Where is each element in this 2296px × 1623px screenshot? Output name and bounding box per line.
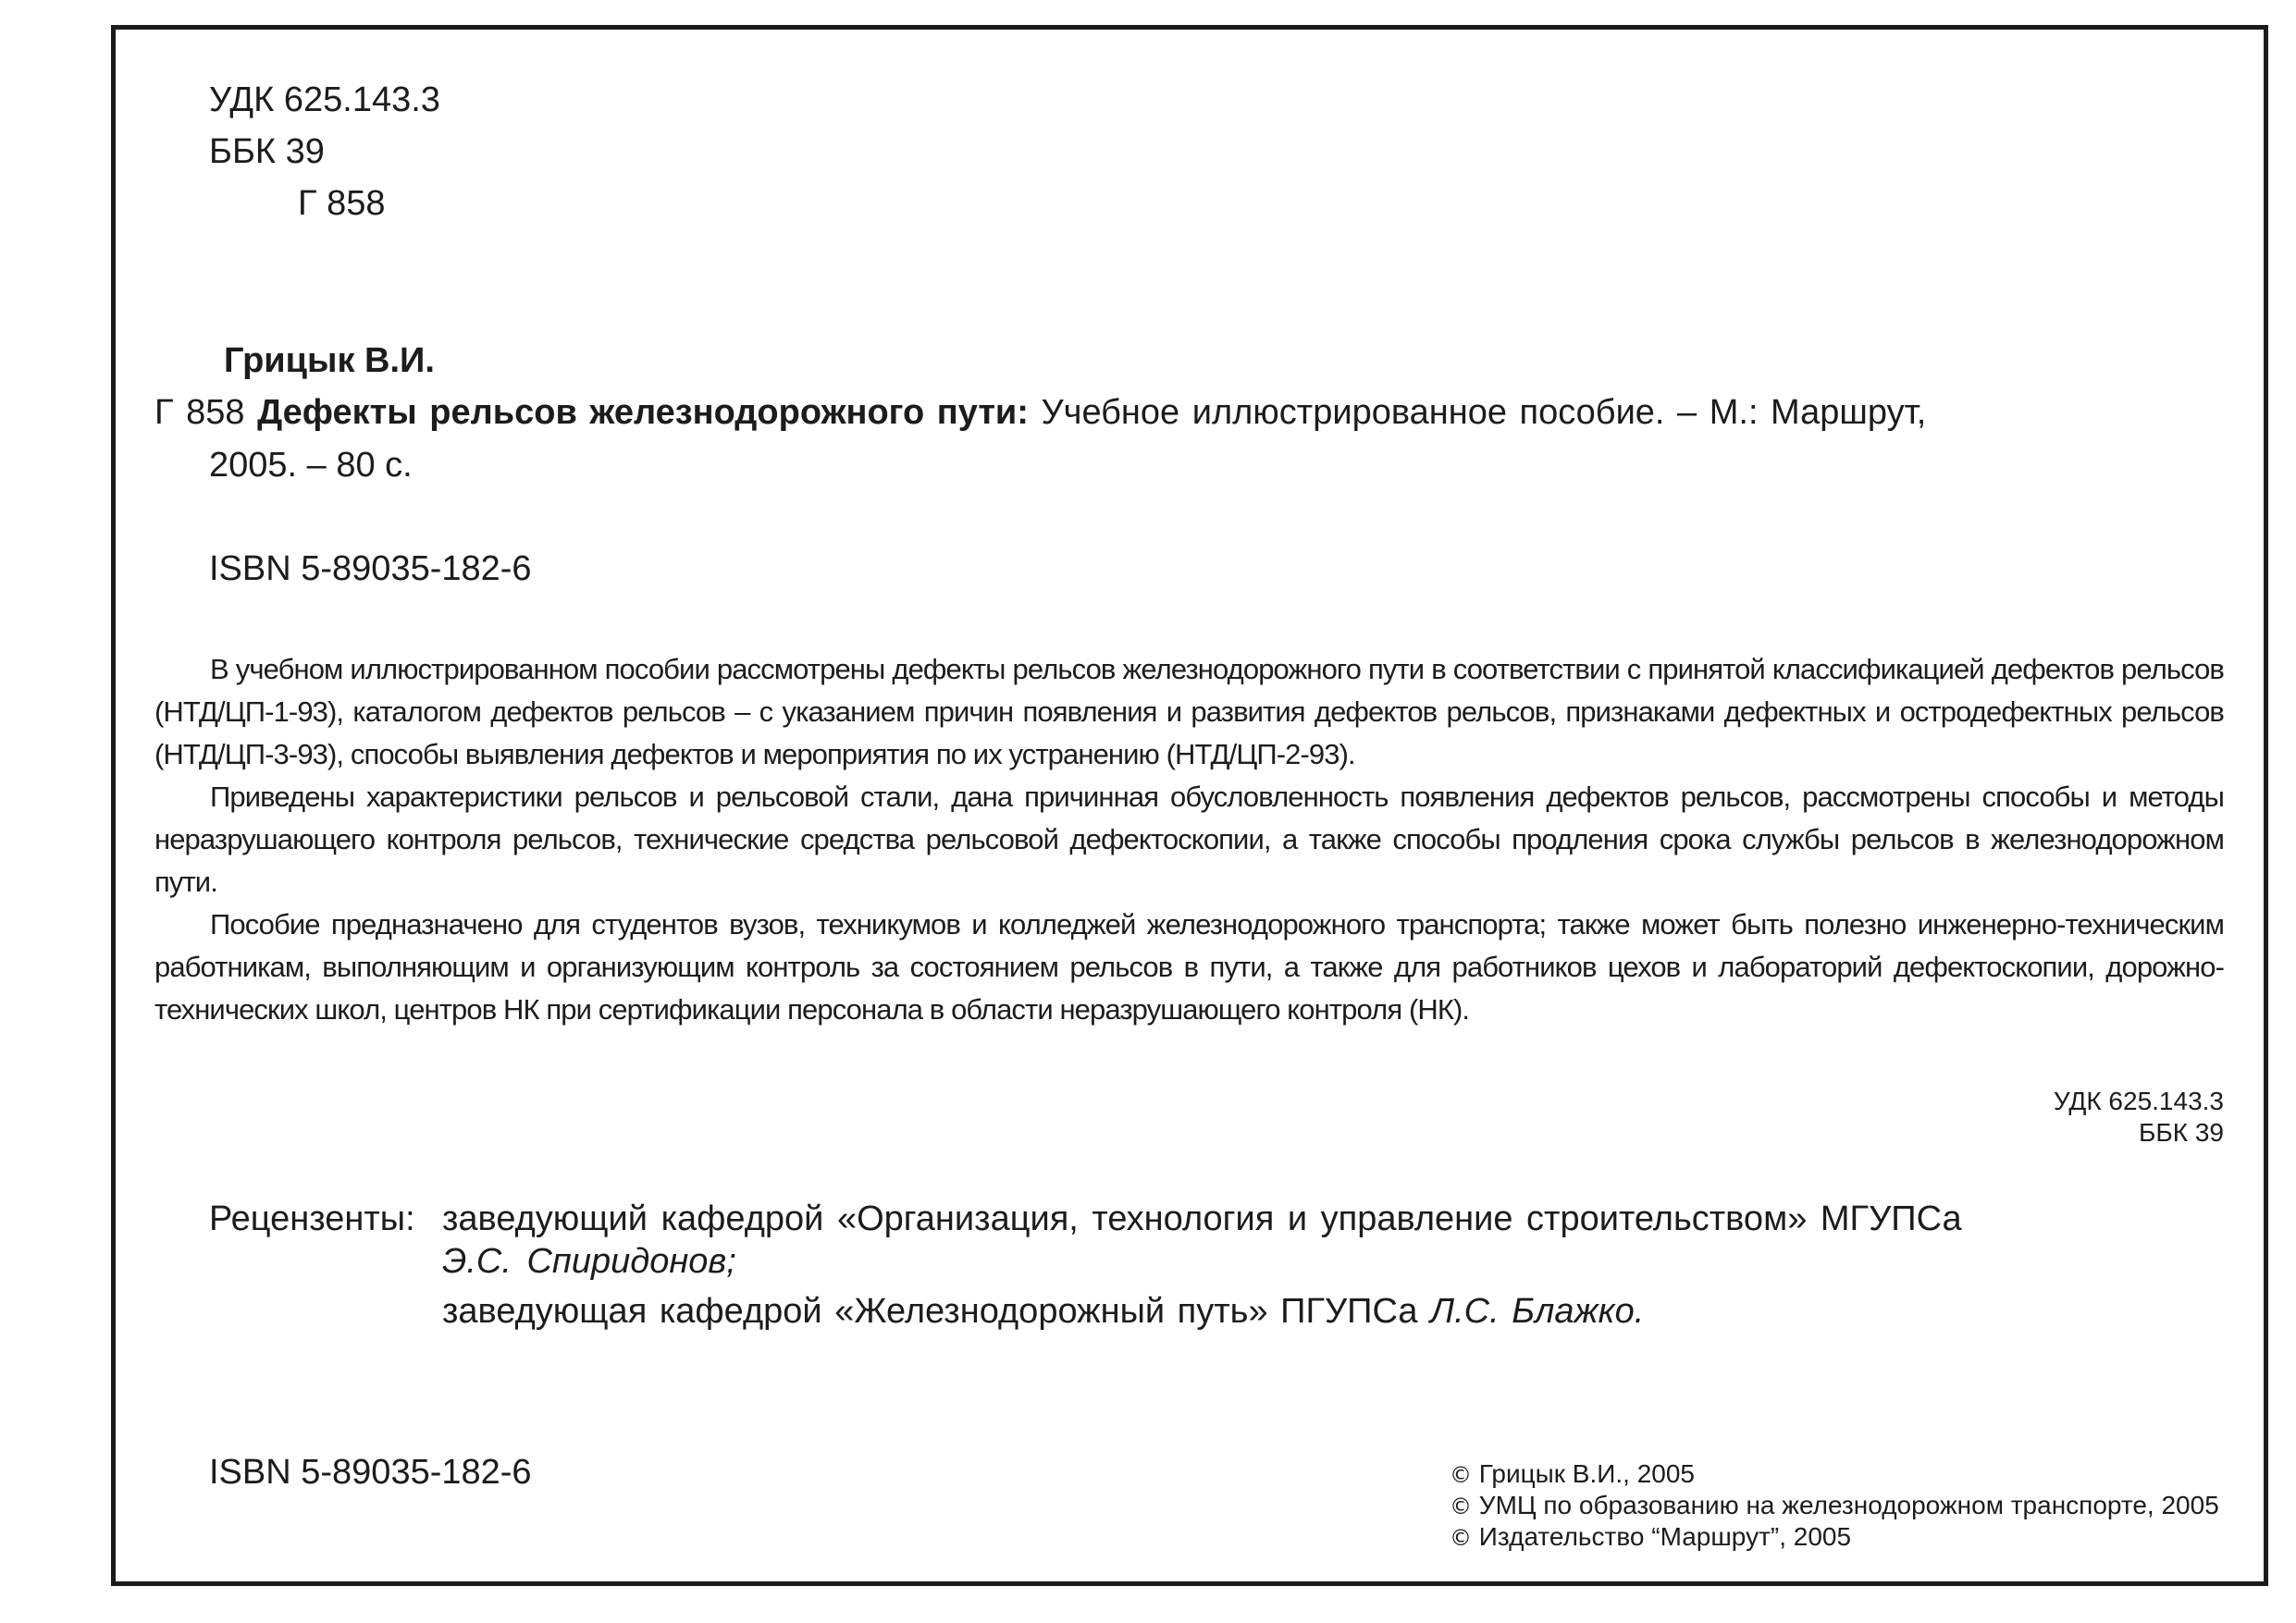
copyright-line-1: © Грицык В.И., 2005 <box>1450 1459 1695 1488</box>
book-title-line <box>154 387 2069 438</box>
reviewer-2-name: Л.С. Блажко. <box>1430 1292 1645 1331</box>
book-year-pages: 2005. – 80 с. <box>209 446 413 485</box>
isbn-top: ISBN 5-89035-182-6 <box>209 549 532 588</box>
book-author: Грицык В.И. <box>224 341 435 380</box>
book-description: Учебное иллюстрированное пособие. – М.: Маршрут, <box>1041 393 1927 432</box>
abstract-paragraph-3: Пособие предназначено для студентов вузов, техникумов и колледжей железнодорожного транспорта; также может быть полезно инженерно-техническим работникам, выполняющим и организующим контроль за состоянием рельсов в пути, а также для работников цехов и лабораторий дефектоскопии, дорожно-технических школ, центров НК при сертификации персонала в области неразрушающего контроля (НК). <box>154 908 2224 1026</box>
author-mark: Г 858 <box>298 184 386 223</box>
isbn-bottom: ISBN 5-89035-182-6 <box>209 1453 532 1492</box>
reviewer-1-text: заведующий кафедрой «Организация, технология и управление строительством» МГУПСа <box>442 1199 1962 1238</box>
copyright-icon: © <box>1450 1525 1472 1551</box>
bbk-right: ББК 39 <box>2139 1118 2224 1147</box>
bib-mark: Г 858 <box>154 393 245 432</box>
book-title: Дефекты рельсов железнодорожного пути: <box>257 393 1029 432</box>
copyright-icon: © <box>1450 1494 1472 1519</box>
reviewers-label: Рецензенты: <box>209 1199 415 1238</box>
udk-code: УДК 625.143.3 <box>209 80 440 119</box>
reviewer-2-line <box>442 1285 1644 1337</box>
copyright-line-2: © УМЦ по образованию на железнодорожном транспорте, 2005 <box>1450 1491 2219 1519</box>
reviewer-2-text: заведующая кафедрой «Железнодорожный путь» ПГУПСа <box>442 1292 1418 1331</box>
reviewer-1-name: Э.С. Спиридонов; <box>442 1242 736 1281</box>
abstract-paragraph-2: Приведены характеристики рельсов и рельсовой стали, дана причинная обусловленность появления дефектов рельсов, рассмотрены способы и методы неразрушающего контроля рельсов, технические средства рельсовой дефектоскопии, а также способы продления срока службы рельсов в железнодорожном пути. <box>154 781 2224 898</box>
abstract-paragraph-1: В учебном иллюстрированном пособии рассмотрены дефекты рельсов железнодорожного пути в соответствии с принятой классификацией дефектов рельсов (НТД/ЦП-1-93), каталогом дефектов рельсов – с указанием причин появления и развития дефектов рельсов, признаками дефектных и остродефектных рельсов (НТД/ЦП-3-93), способы выявления дефектов и мероприятия по их устранению (НТД/ЦП-2-93). <box>154 653 2224 770</box>
udk-right: УДК 625.143.3 <box>2053 1087 2224 1115</box>
copyright-line-3: © Издательство “Маршрут”, 2005 <box>1450 1522 1852 1551</box>
bbk-code: ББК 39 <box>209 132 325 171</box>
copyright-icon: © <box>1450 1462 1472 1488</box>
